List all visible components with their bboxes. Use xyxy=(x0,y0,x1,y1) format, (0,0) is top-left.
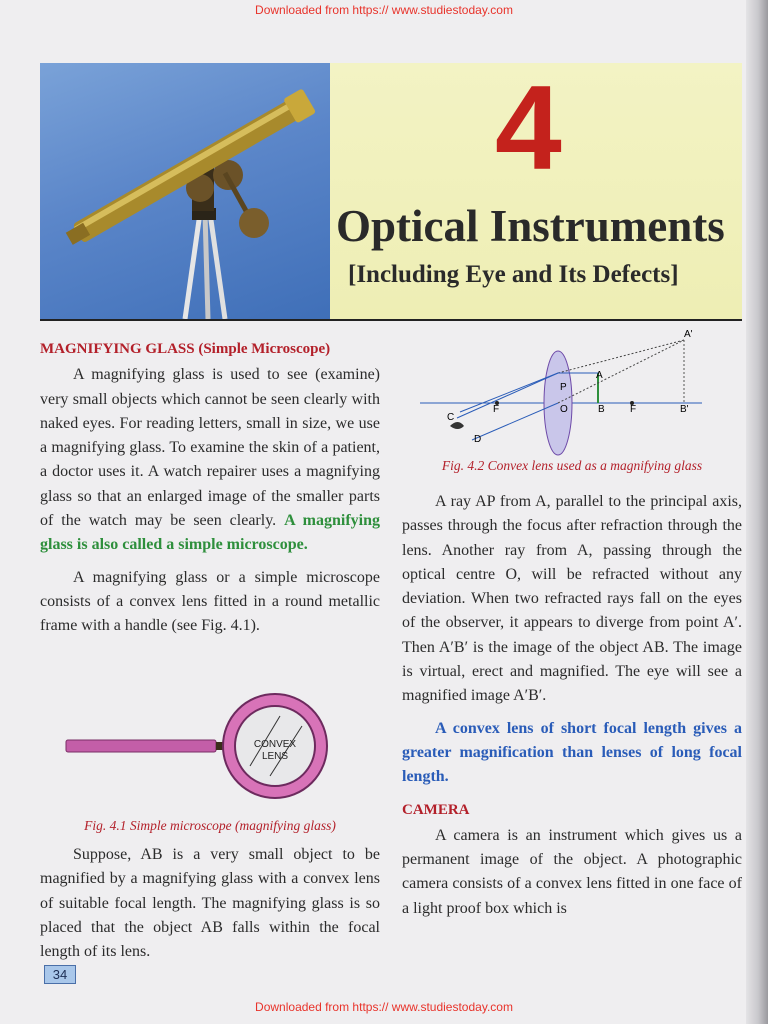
highlight-text: A magnifying glass is also called a simple microscope. xyxy=(40,512,381,554)
label-p: P xyxy=(560,382,567,393)
paragraph: A ray AP from A, parallel to the principal axis, passes through the focus after refraction through the lens. Another ray from A, passing through the optical centre O, will be refracted without any deviation. When two refracted rays fall on the eyes of the observer, it appears to diverge from point A′. Then A′B′ is the image of the object AB. The image is virtual, erect and magnified. The eye will see a magnified image A′B′. xyxy=(402,493,742,705)
label-b-prime: B' xyxy=(680,404,689,415)
label-d: D xyxy=(474,434,482,445)
label-f2: F xyxy=(630,404,637,415)
label-c: C xyxy=(447,412,455,423)
chapter-number: 4 xyxy=(495,61,562,195)
watermark-top: Downloaded from https:// www.studiestoday.com xyxy=(255,3,513,17)
page-number: 34 xyxy=(44,965,76,984)
paragraph: A magnifying glass or a simple microscope consists of a convex lens fitted in a round metallic frame with a handle (see Fig. 4.1). xyxy=(40,568,380,635)
paragraph: A camera is an instrument which gives us a permanent image of the object. A photographic camera consists of a convex lens fitted in one face of a light proof box which is xyxy=(402,826,742,917)
figure-4-1 xyxy=(40,688,380,808)
convex-label-line2: LENS xyxy=(261,751,289,762)
eye-icon xyxy=(450,422,464,429)
label-f1: F xyxy=(493,404,500,415)
section-heading-magnifying-glass: MAGNIFYING GLASS (Simple Microscope) xyxy=(40,341,331,357)
left-column-lower xyxy=(40,843,380,964)
figure-caption: Fig. 4.2 Convex lens used as a magnifying glass xyxy=(441,458,703,473)
paragraph xyxy=(40,363,380,557)
chapter-banner xyxy=(40,63,742,321)
right-column xyxy=(402,490,742,921)
label-a: A xyxy=(596,370,603,381)
highlight-paragraph: A convex lens of short focal length gives a greater magnification than lenses of long focal length. xyxy=(402,719,742,786)
watermark-bottom: Downloaded from https:// www.studiestoday.com xyxy=(255,1000,513,1014)
book-spine-shadow xyxy=(746,0,768,1024)
figure-4-2 xyxy=(402,328,742,458)
label-b: B xyxy=(598,404,605,415)
telescope-photo xyxy=(40,63,330,319)
chapter-subtitle: [Including Eye and Its Defects] xyxy=(348,261,679,288)
label-o: O xyxy=(560,404,568,415)
chapter-title-panel xyxy=(330,63,742,319)
figure-caption: Fig. 4.1 Simple microscope (magnifying glass) xyxy=(84,818,336,833)
convex-label-line1: CONVEX xyxy=(253,739,297,750)
label-a-prime: A' xyxy=(684,329,693,340)
paragraph: Suppose, AB is a very small object to be magnified by a magnifying glass with a convex lens of suitable focal length. The magnifying glass is so placed that the object AB falls within the focal length of its lens. xyxy=(40,846,380,961)
section-heading-camera: CAMERA xyxy=(402,801,470,818)
chapter-title: Optical Instruments xyxy=(336,201,725,251)
left-column xyxy=(40,337,380,639)
paragraph-text: A magnifying glass is used to see (examine) very small objects which cannot be seen clearly with naked eyes. For reading letters, small in size, we use a magnifying glass. To examine the skin of a patient, a doctor uses it. A watch repairer uses a magnifying glass so that an enlarged image of the smaller parts of the watch may be seen clearly. xyxy=(40,366,380,530)
